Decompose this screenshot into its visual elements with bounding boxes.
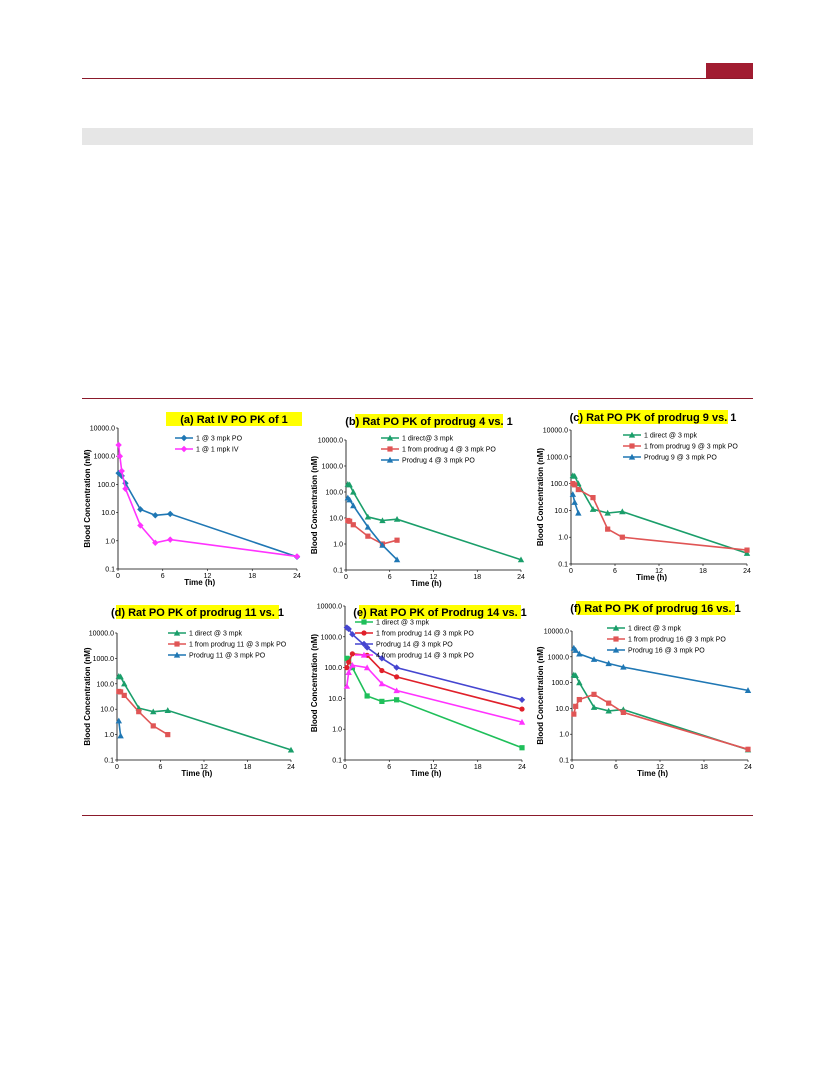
legend-swatch-marker <box>361 630 366 635</box>
data-point <box>605 527 610 532</box>
data-point <box>351 522 356 527</box>
data-point <box>137 506 143 512</box>
x-axis-label: Time (h) <box>184 578 216 587</box>
data-point <box>591 692 596 697</box>
legend-swatch-marker <box>361 619 366 624</box>
x-tick-label: 0 <box>569 568 573 575</box>
legend-entry: 1 direct @ 3 mpk <box>189 630 243 638</box>
data-point <box>165 732 170 737</box>
y-tick-label: 10000.0 <box>316 603 342 611</box>
legend-swatch-marker <box>387 446 392 451</box>
y-tick-label: 100.0 <box>324 665 342 673</box>
series-line <box>348 484 521 560</box>
y-axis-label: Blood Concentration (nM) <box>83 647 92 746</box>
data-point <box>620 535 625 540</box>
chart-title: (d) Rat PO PK of prodrug 11 vs. 1 <box>111 607 284 619</box>
data-point <box>577 697 582 702</box>
y-tick-label: 1.0 <box>559 731 569 739</box>
x-tick-label: 6 <box>613 568 617 575</box>
y-tick-label: 10000.0 <box>89 425 115 433</box>
y-tick-label: 0.1 <box>332 757 342 765</box>
legend-entry: 1 from prodrug 11 @ 3 mpk PO <box>189 641 287 649</box>
data-point <box>394 697 399 702</box>
chart-panel-a <box>80 408 310 593</box>
legend-swatch-marker <box>174 641 179 646</box>
y-tick-label: 0.1 <box>559 757 569 765</box>
data-point <box>136 709 141 714</box>
data-point <box>576 679 582 685</box>
chart-title: (e) Rat PO PK of Prodrug 14 vs. 1 <box>353 607 527 619</box>
x-tick-label: 24 <box>518 764 526 771</box>
x-axis-label: Time (h) <box>181 769 213 778</box>
chart-panel-e <box>307 600 532 790</box>
data-point <box>575 510 581 516</box>
legend-entry: 1 @ 3 mpk PO <box>196 435 243 443</box>
legend-entry: 1 @ 1 mpk IV <box>196 446 239 454</box>
series-2 <box>570 481 749 553</box>
data-point <box>394 674 399 679</box>
y-tick-label: 10.0 <box>328 695 342 703</box>
legend-entry: 1 from prodrug 4 @ 3 mpk PO <box>402 446 496 454</box>
y-tick-label: 1000.0 <box>320 634 342 642</box>
y-tick-label: 0.1 <box>104 757 114 765</box>
x-tick-label: 0 <box>570 764 574 771</box>
data-point <box>519 697 525 703</box>
y-axis-label: Blood Concentration (nM) <box>310 633 319 733</box>
data-point <box>394 538 399 543</box>
y-tick-label: 10000.0 <box>542 427 568 435</box>
legend-entry: 1 direct @ 3 mpk <box>644 432 698 440</box>
y-tick-label: 10000.0 <box>543 628 569 636</box>
x-tick-label: 18 <box>700 764 708 771</box>
y-tick-label: 100.0 <box>325 489 343 497</box>
legend-entry: 1 direct @ 3 mpk <box>628 625 682 633</box>
data-point <box>167 511 173 517</box>
data-point <box>621 710 626 715</box>
x-tick-label: 0 <box>116 573 120 580</box>
data-point <box>570 491 576 497</box>
legend-swatch-marker <box>181 446 187 452</box>
x-tick-label: 24 <box>287 764 295 771</box>
legend-entry: Prodrug 4 @ 3 mpk PO <box>402 457 475 465</box>
data-point <box>365 534 370 539</box>
x-tick-label: 18 <box>473 574 482 581</box>
y-tick-label: 0.1 <box>105 566 115 574</box>
series-2 <box>344 651 524 711</box>
data-point <box>350 651 355 656</box>
data-point <box>744 548 749 553</box>
series-3 <box>570 491 582 516</box>
data-point <box>117 733 123 739</box>
data-point <box>571 712 576 717</box>
legend-swatch-marker <box>613 636 618 641</box>
y-tick-label: 10.0 <box>101 510 115 518</box>
series-1 <box>570 472 751 556</box>
data-point <box>379 668 384 673</box>
chart-panel-b <box>307 408 532 593</box>
series-1 <box>571 672 752 753</box>
data-point <box>519 745 524 750</box>
x-tick-label: 24 <box>293 573 301 580</box>
x-tick-label: 0 <box>343 764 347 771</box>
y-tick-label: 100.0 <box>551 680 569 688</box>
data-point <box>379 699 384 704</box>
y-axis-label: Blood Concentration (nM) <box>536 646 545 745</box>
x-tick-label: 12 <box>656 764 664 771</box>
x-axis-label: Time (h) <box>410 769 442 778</box>
legend-entry: Prodrug 16 @ 3 mpk PO <box>628 647 705 655</box>
x-tick-label: 18 <box>248 573 257 580</box>
x-axis-label: Time (h) <box>637 769 669 778</box>
legend-entry: 4 from prodrug 14 @ 3 mpk PO <box>376 652 474 660</box>
legend-entry: 1 from prodrug 16 @ 3 mpk PO <box>628 636 726 644</box>
x-tick-label: 12 <box>655 568 663 575</box>
data-point <box>122 693 127 698</box>
series-1 <box>115 470 300 560</box>
series-line <box>347 628 522 700</box>
x-tick-label: 6 <box>158 764 163 771</box>
data-point <box>294 553 300 559</box>
x-tick-label: 6 <box>387 764 392 771</box>
x-tick-label: 18 <box>699 568 707 575</box>
data-point <box>606 701 611 706</box>
chart-panel-c <box>533 408 758 593</box>
y-axis-label: Blood Concentration (nM) <box>536 447 545 547</box>
y-axis-label: Blood Concentration (nM) <box>310 455 319 555</box>
y-tick-label: 1.0 <box>105 538 115 546</box>
chart-title: (f) Rat PO PK of prodrug 16 vs. 1 <box>570 603 741 615</box>
y-tick-label: 1000.0 <box>546 454 568 462</box>
y-tick-label: 100.0 <box>550 481 568 489</box>
x-tick-label: 6 <box>614 764 618 771</box>
data-point <box>519 706 524 711</box>
data-point <box>152 512 158 518</box>
y-tick-label: 100.0 <box>96 681 114 689</box>
x-tick-label: 0 <box>115 764 119 771</box>
y-tick-label: 1000.0 <box>547 654 569 662</box>
series-1 <box>345 481 525 562</box>
data-point <box>590 495 595 500</box>
data-point <box>167 536 173 542</box>
gray-band <box>82 128 753 145</box>
y-tick-label: 1.0 <box>333 541 343 549</box>
x-tick-label: 24 <box>743 568 751 575</box>
x-tick-label: 24 <box>744 764 752 771</box>
data-point <box>350 489 356 495</box>
y-tick-label: 1.0 <box>332 726 342 734</box>
legend-entry: Prodrug 11 @ 3 mpk PO <box>189 652 266 660</box>
series-2 <box>115 442 300 560</box>
y-tick-label: 1000.0 <box>93 453 115 461</box>
y-tick-label: 1.0 <box>558 534 568 542</box>
x-tick-label: 12 <box>429 764 438 771</box>
legend-entry: 1 from prodrug 9 @ 3 mpk PO <box>644 443 738 451</box>
y-axis-label: Blood Concentration (nM) <box>83 449 92 548</box>
data-point <box>745 747 750 752</box>
data-point <box>115 442 121 448</box>
header-rule <box>82 78 753 79</box>
y-tick-label: 10.0 <box>100 706 114 714</box>
x-tick-label: 6 <box>160 573 165 580</box>
legend-entry: Prodrug 9 @ 3 mpk PO <box>644 454 717 462</box>
x-tick-label: 24 <box>517 574 525 581</box>
series-line <box>119 676 291 750</box>
legend-swatch-marker <box>629 443 634 448</box>
x-axis-label: Time (h) <box>410 579 442 588</box>
x-tick-label: 18 <box>473 764 482 771</box>
data-point <box>151 723 156 728</box>
data-point <box>576 487 581 492</box>
figure-top-rule <box>82 398 753 399</box>
y-tick-label: 100.0 <box>97 481 115 489</box>
chart-panel-f <box>533 600 758 790</box>
data-point <box>573 704 578 709</box>
legend-entry: Prodrug 14 @ 3 mpk PO <box>376 641 453 649</box>
figure-bottom-rule <box>82 815 753 816</box>
chart-title: (c) Rat PO PK of prodrug 9 vs. 1 <box>569 412 737 424</box>
y-tick-label: 1000.0 <box>321 463 343 471</box>
data-point <box>121 681 127 687</box>
chart-title: (a) Rat IV PO PK of 1 <box>180 414 288 426</box>
legend-entry: 1 direct@ 3 mpk <box>402 435 454 443</box>
chart-title: (b) Rat PO PK of prodrug 4 vs. 1 <box>345 416 513 428</box>
data-point <box>572 482 577 487</box>
legend-entry: 1 from prodrug 14 @ 3 mpk PO <box>376 630 474 638</box>
y-tick-label: 0.1 <box>558 561 568 569</box>
data-point <box>116 718 122 724</box>
series-line <box>573 484 747 550</box>
x-tick-label: 18 <box>243 764 252 771</box>
x-tick-label: 6 <box>387 574 392 581</box>
series-line <box>119 445 297 556</box>
y-tick-label: 10.0 <box>554 507 568 515</box>
series-1 <box>116 673 295 753</box>
y-tick-label: 1.0 <box>104 732 114 740</box>
data-point <box>365 693 370 698</box>
chart-panel-d <box>80 600 310 790</box>
x-tick-label: 12 <box>203 573 212 580</box>
data-point <box>346 660 351 665</box>
y-tick-label: 0.1 <box>333 567 343 575</box>
series-3 <box>345 495 401 563</box>
y-tick-label: 10.0 <box>329 515 343 523</box>
x-tick-label: 12 <box>200 764 208 771</box>
y-tick-label: 10000.0 <box>88 630 114 638</box>
x-tick-label: 0 <box>344 574 348 581</box>
header-page-tab <box>706 63 753 78</box>
y-tick-label: 10000.0 <box>317 437 343 445</box>
legend-entry: 1 direct @ 3 mpk <box>376 619 430 627</box>
x-tick-label: 12 <box>429 574 438 581</box>
legend-swatch-marker <box>181 435 187 441</box>
series-2 <box>116 689 170 737</box>
y-tick-label: 1000.0 <box>92 655 114 663</box>
y-tick-label: 10.0 <box>555 705 569 713</box>
data-point <box>571 499 577 505</box>
x-axis-label: Time (h) <box>636 573 668 582</box>
